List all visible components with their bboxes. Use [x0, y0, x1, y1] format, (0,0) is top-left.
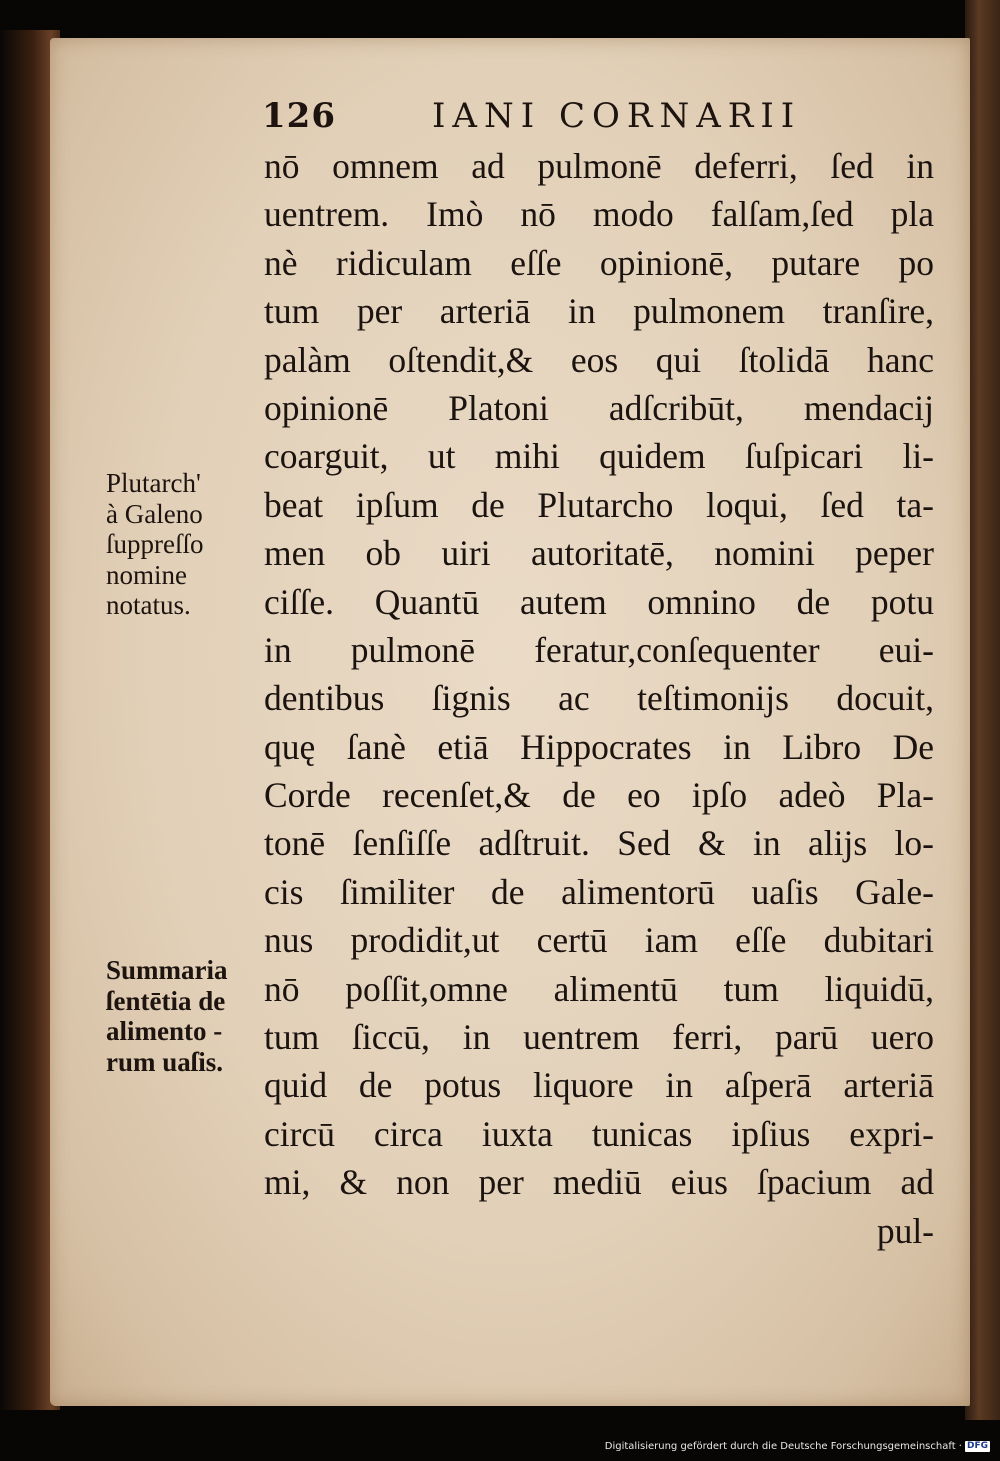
margin-note-line: nomine	[106, 559, 187, 590]
text-line: quę ſanè etiā Hippocrates in Libro De	[264, 726, 934, 767]
text-line: palàm oſtendit,& eos qui ſtolidā hanc	[264, 339, 934, 380]
text-line: ciſſe. Quantū autem omnino de potu	[264, 581, 934, 622]
text-line: tum ſiccū, in uentrem ferri, parū uero	[264, 1017, 934, 1058]
text-line: tum per arteriā in pulmonem tranſire,	[264, 291, 934, 332]
text-line: dentibus ſignis ac teſtimonijs docuit,	[264, 678, 934, 719]
text-line: quid de potus liquore in aſperā arteriā	[264, 1065, 934, 1106]
text-line: men ob uiri autoritatē, nomini peper	[264, 533, 934, 574]
margin-note-line: Summaria	[106, 955, 228, 985]
text-line: in pulmonē feratur,conſequenter eui-	[264, 629, 934, 670]
text-line: nō poſſit,omne alimentū tum liquidū,	[264, 968, 934, 1009]
text-line: circū circa iuxta tunicas ipſius expri-	[264, 1113, 934, 1154]
text-line: tonē ſenſiſſe adſtruit. Sed & in alijs lo-	[264, 823, 934, 864]
page-number: 126	[262, 96, 336, 136]
text-line: opinionē Platoni adſcribūt, mendacij	[264, 387, 934, 428]
margin-note-line: Plutarch'	[106, 468, 201, 498]
margin-note-line: alimento -	[106, 1016, 223, 1046]
body-text	[264, 142, 934, 1255]
running-title: IANI CORNARII	[432, 96, 802, 136]
text-line: beat ipſum de Plutarcho loqui, ſed ta-	[264, 484, 934, 525]
catchword: pul-	[876, 1210, 934, 1251]
adjacent-page-edge	[965, 0, 1000, 1420]
text-line: uentrem. Imò nō modo falſam,ſed pla	[264, 194, 934, 235]
margin-note-line: notatus.	[106, 590, 191, 620]
margin-note-line: rum uaſis.	[106, 1046, 224, 1077]
text-line: nus prodidit,ut certū iam eſſe dubitari	[264, 920, 934, 961]
credit-text: Digitalisierung gefördert durch die Deutsche Forschungsgemeinschaft ·	[604, 1441, 962, 1452]
margin-note-line: ſentētia de	[106, 985, 226, 1016]
text-line: mi, & non per mediū eius ſpacium ad	[264, 1162, 934, 1203]
digitization-credit	[605, 1441, 990, 1452]
dfg-logo: DFG	[966, 1441, 988, 1451]
book-page	[50, 38, 970, 1406]
text-line: nō omnem ad pulmonē deferri, ſed in	[264, 146, 934, 186]
margin-note-summaria	[106, 955, 266, 1077]
text-line: nè ridiculam eſſe opinionē, putare po	[264, 242, 934, 283]
margin-note-plutarch	[106, 468, 266, 621]
text-line: Corde recenſet,& de eo ipſo adeò Pla-	[264, 775, 934, 816]
text-line: cis ſimiliter de alimentorū uaſis Gale-	[264, 871, 934, 912]
margin-note-line: ſuppreſſo	[106, 529, 204, 559]
text-line: coarguit, ut mihi quidem ſuſpicari li-	[264, 436, 934, 477]
margin-note-line: à Galeno	[106, 498, 203, 529]
